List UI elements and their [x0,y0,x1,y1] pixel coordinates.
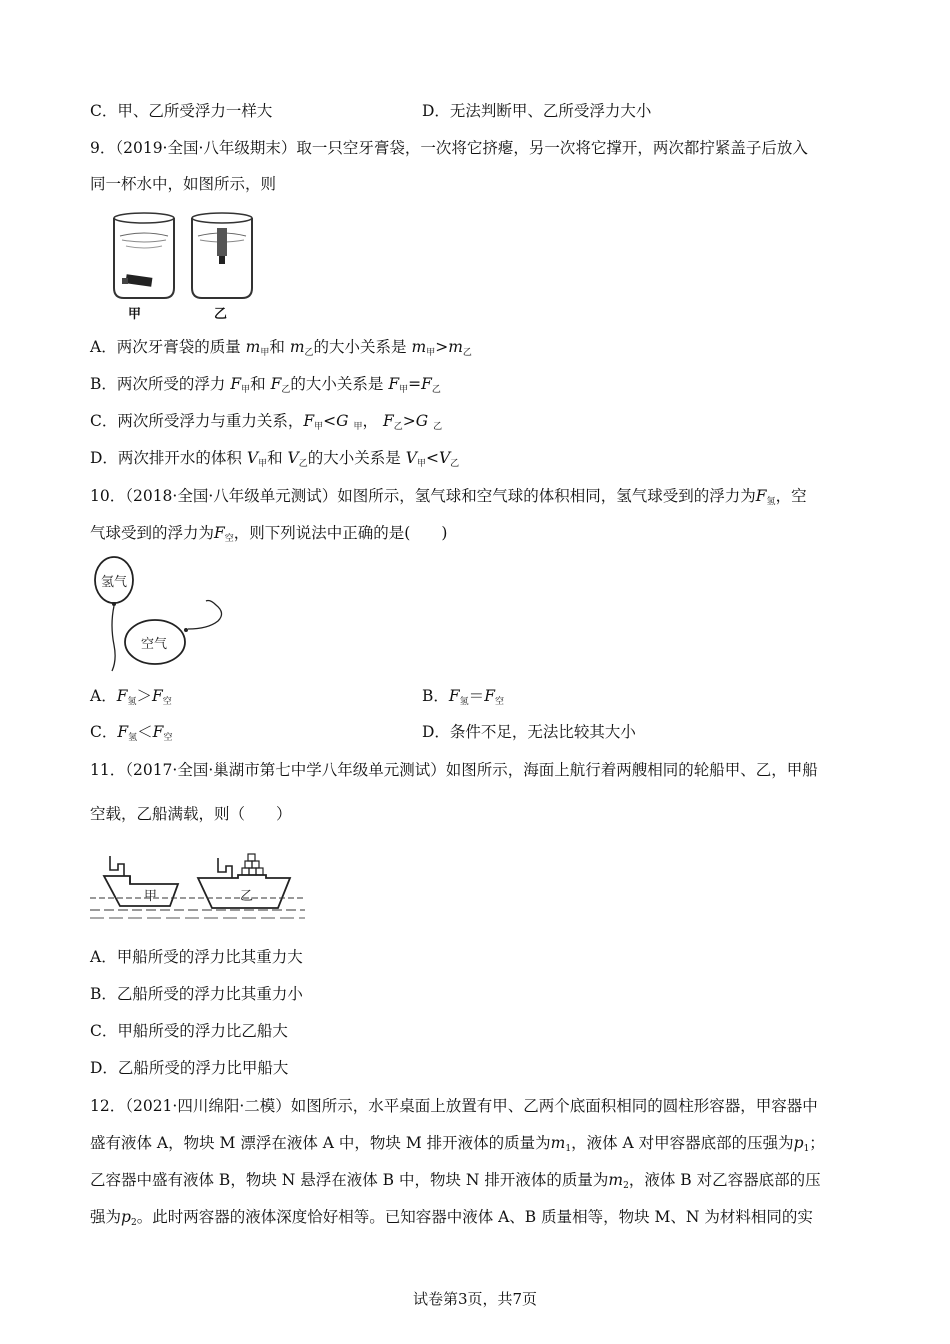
q12-line-1: 12．（2021·四川绵阳·二模）如图所示，水平桌面上放置有甲、乙两个底面积相同的圆柱形容器，甲容器中 [90,1097,818,1115]
q10-option-d: D．条件不足，无法比较其大小 [422,723,636,741]
q9-figure-label-left: 甲 [128,307,142,322]
q10-label-hydrogen: 氢气 [101,575,128,590]
q8-option-d: D．无法判断甲、乙所受浮力大小 [422,102,652,120]
q10-stem-line-1: 10．（2018·全国·八年级单元测试）如图所示，氢气球和空气球的体积相同，氢气球受到的浮力为F氢，空 [90,487,807,507]
q10-option-c: C．F氢＜F空 [90,723,173,743]
q11-option-a: A．甲船所受的浮力比其重力大 [90,948,303,966]
q11-option-c: C．甲船所受的浮力比乙船大 [90,1022,288,1040]
q10-balloons-figure [90,555,230,673]
q9-option-a: A．两次牙膏袋的质量 m甲和 m乙的大小关系是 m甲>m乙 [90,338,472,358]
q9-toothpaste-beakers-figure [92,206,274,324]
q9-option-b: B．两次所受的浮力 F甲和 F乙的大小关系是 F甲=F乙 [90,375,441,395]
q11-option-b: B．乙船所受的浮力比其重力小 [90,985,303,1003]
q12-line-3: 乙容器中盛有液体 B，物块 N 悬浮在液体 B 中，物块 N 排开液体的质量为m2，液体 B 对乙容器底部的压 [90,1171,821,1191]
q11-option-d: D．乙船所受的浮力比甲船大 [90,1059,289,1077]
q12-line-4: 强为p2。此时两容器的液体深度恰好相等。已知容器中液体 A、B 质量相等，物块 M、N 为材料相同的实 [90,1208,813,1228]
q10-option-b: B．F氢＝F空 [422,687,504,707]
q9-figure-label-right: 乙 [214,307,228,322]
q9-stem-line-2: 同一杯水中，如图所示，则 [90,175,277,193]
q10-option-a: A．F氢＞F空 [90,687,172,707]
q9-option-d: D．两次排开水的体积 V甲和 V乙的大小关系是 V甲<V乙 [90,449,460,469]
q11-label-right: 乙 [240,889,254,904]
q10-stem-line-2: 气球受到的浮力为F空，则下列说法中正确的是( ) [90,524,448,544]
q9-stem-line-1: 9．（2019·全国·八年级期末）取一只空牙膏袋，一次将它挤瘪，另一次将它撑开，两次都拧紧盖子后放入 [90,139,808,157]
q9-option-c: C．两次所受浮力与重力关系，F甲<G 甲， F乙>G 乙 [90,412,443,432]
q12-line-2: 盛有液体 A，物块 M 漂浮在液体 A 中，物块 M 排开液体的质量为m1，液体 A 对甲容器底部的压强为p1； [90,1134,825,1154]
q8-option-c: C．甲、乙所受浮力一样大 [90,102,273,120]
q11-label-left: 甲 [144,889,158,904]
q11-stem-line-1: 11．（2017·全国·巢湖市第七中学八年级单元测试）如图所示，海面上航行着两艘相同的轮船甲、乙，甲船 [90,761,818,779]
q11-ships-figure [90,848,305,923]
q11-stem-line-2: 空载，乙船满载，则（ ） [90,805,292,823]
page-footer: 试卷第3页，共7页 [412,1290,538,1308]
q10-label-air: 空气 [141,637,168,652]
